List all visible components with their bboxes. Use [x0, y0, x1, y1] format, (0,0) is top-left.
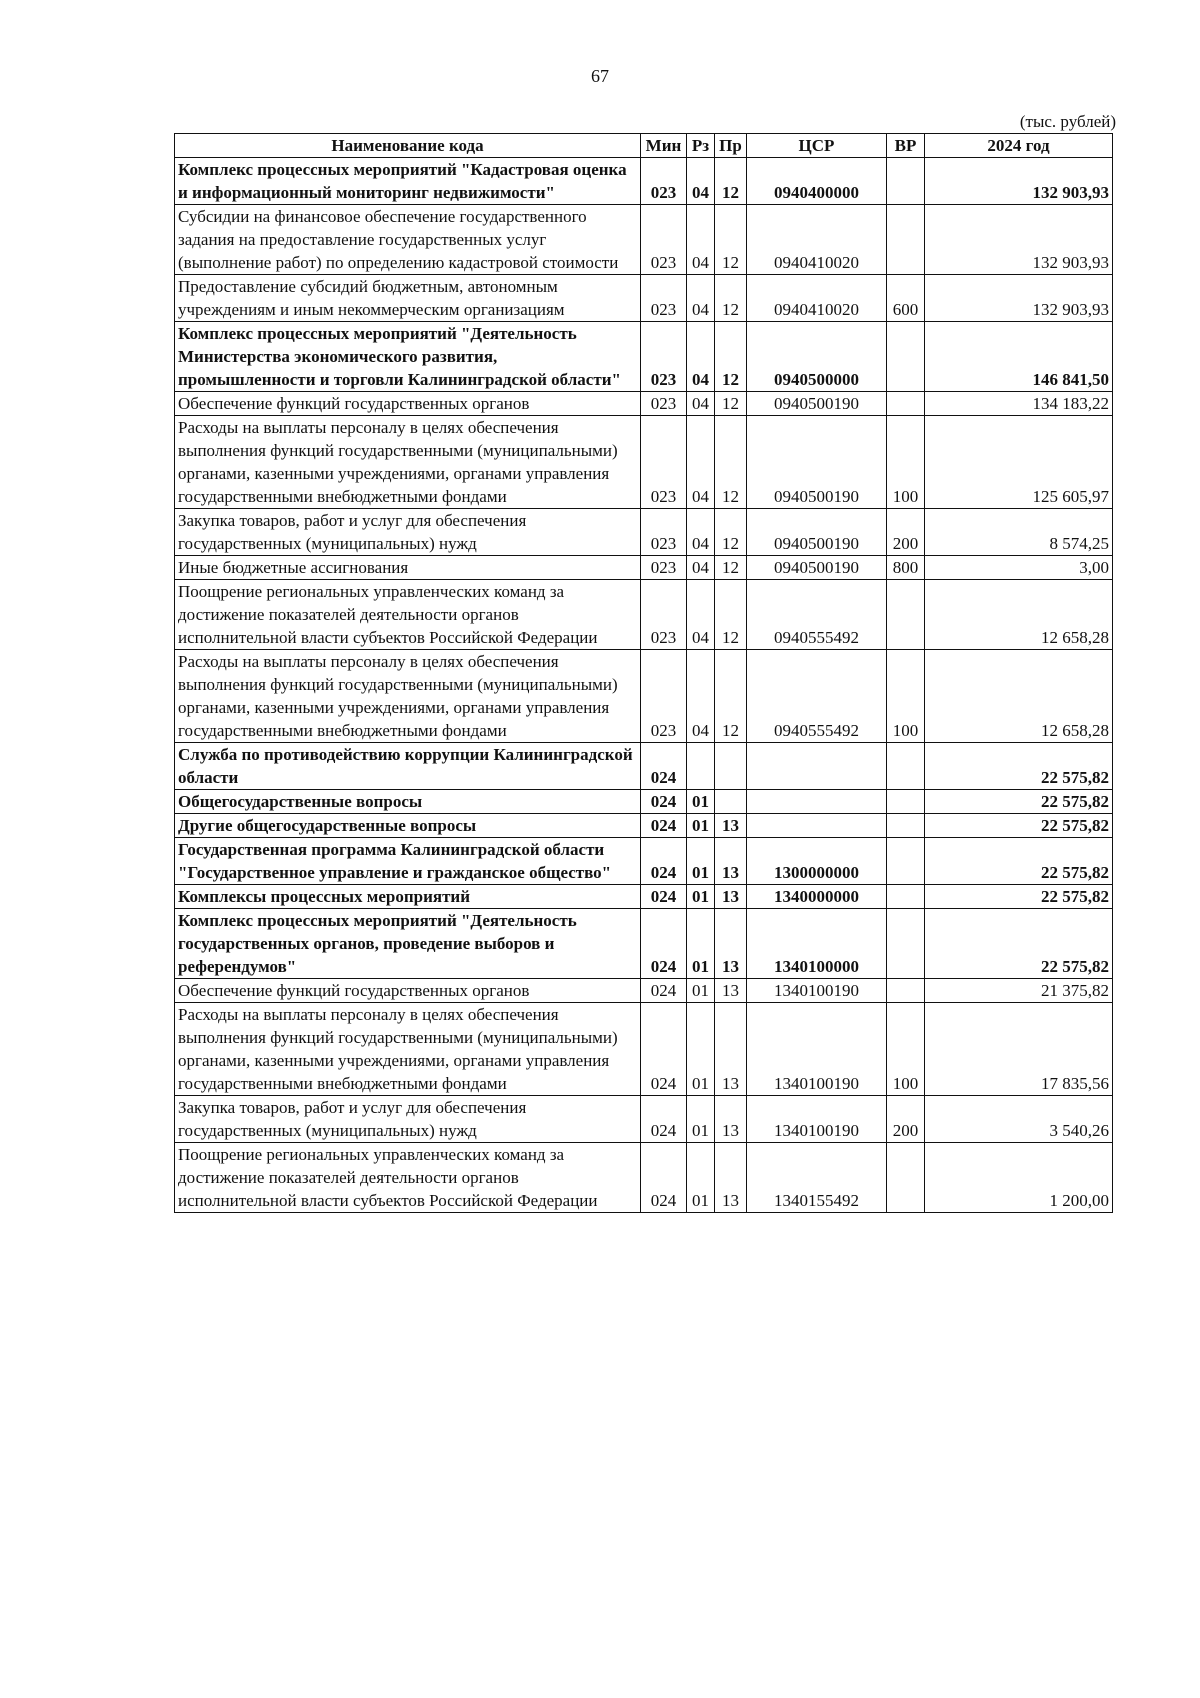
- cell-pr: 13: [715, 814, 747, 838]
- cell-rz: 01: [687, 838, 715, 885]
- units-label: (тыс. рублей): [1019, 112, 1116, 131]
- cell-csr: 1340000000: [747, 885, 887, 909]
- cell-pr: 13: [715, 838, 747, 885]
- cell-amount: 146 841,50: [925, 322, 1113, 392]
- cell-name: Обеспечение функций государственных органов: [175, 392, 641, 416]
- cell-amount: 22 575,82: [925, 909, 1113, 979]
- header-pr: Пр: [715, 134, 747, 158]
- cell-rz: 01: [687, 1143, 715, 1213]
- cell-min: 024: [641, 885, 687, 909]
- cell-amount: 12 658,28: [925, 650, 1113, 743]
- cell-name: Обеспечение функций государственных органов: [175, 979, 641, 1003]
- cell-name: Государственная программа Калининградской области "Государственное управление и гражданское общество": [175, 838, 641, 885]
- cell-rz: 01: [687, 909, 715, 979]
- table-header-row: [175, 134, 1113, 158]
- cell-min: 023: [641, 509, 687, 556]
- cell-pr: 12: [715, 556, 747, 580]
- cell-amount: 17 835,56: [925, 1003, 1113, 1096]
- cell-name: Комплекс процессных мероприятий "Кадастровая оценка и информационный мониторинг недвижимости": [175, 158, 641, 205]
- cell-pr: 12: [715, 158, 747, 205]
- cell-min: 023: [641, 205, 687, 275]
- cell-vr: [887, 743, 925, 790]
- cell-rz: 01: [687, 1096, 715, 1143]
- header-name: Наименование кода: [175, 134, 641, 158]
- cell-vr: 600: [887, 275, 925, 322]
- cell-pr: 12: [715, 392, 747, 416]
- table-row: [175, 556, 1113, 580]
- table-row: [175, 416, 1113, 509]
- cell-vr: 200: [887, 1096, 925, 1143]
- cell-rz: 04: [687, 205, 715, 275]
- cell-vr: [887, 885, 925, 909]
- table-row: [175, 275, 1113, 322]
- cell-csr: 1300000000: [747, 838, 887, 885]
- cell-amount: 12 658,28: [925, 580, 1113, 650]
- cell-min: 023: [641, 322, 687, 392]
- cell-pr: [715, 790, 747, 814]
- cell-name: Расходы на выплаты персоналу в целях обеспечения выполнения функций государственными (муниципальными) органами, казенными учреждениями, органами управления государственными внебюджетными фондами: [175, 1003, 641, 1096]
- cell-amount: 125 605,97: [925, 416, 1113, 509]
- cell-vr: [887, 790, 925, 814]
- cell-vr: 100: [887, 650, 925, 743]
- cell-csr: [747, 814, 887, 838]
- cell-rz: [687, 743, 715, 790]
- cell-name: Комплекс процессных мероприятий "Деятельность государственных органов, проведение выборов и референдумов": [175, 909, 641, 979]
- cell-min: 023: [641, 275, 687, 322]
- table-row: [175, 1143, 1113, 1213]
- cell-pr: 12: [715, 509, 747, 556]
- cell-min: 023: [641, 556, 687, 580]
- table-row: [175, 979, 1113, 1003]
- cell-amount: 1 200,00: [925, 1143, 1113, 1213]
- cell-min: 024: [641, 814, 687, 838]
- cell-csr: 1340100190: [747, 1003, 887, 1096]
- cell-rz: 04: [687, 509, 715, 556]
- header-year: 2024 год: [925, 134, 1113, 158]
- cell-rz: 01: [687, 814, 715, 838]
- cell-amount: 8 574,25: [925, 509, 1113, 556]
- header-min: Мин: [641, 134, 687, 158]
- table-row: [175, 790, 1113, 814]
- cell-amount: 22 575,82: [925, 790, 1113, 814]
- cell-vr: [887, 580, 925, 650]
- cell-pr: 12: [715, 205, 747, 275]
- table-row: [175, 1003, 1113, 1096]
- cell-min: 024: [641, 1143, 687, 1213]
- cell-vr: [887, 392, 925, 416]
- cell-amount: 132 903,93: [925, 275, 1113, 322]
- cell-rz: 01: [687, 979, 715, 1003]
- cell-amount: 22 575,82: [925, 838, 1113, 885]
- cell-name: Общегосударственные вопросы: [175, 790, 641, 814]
- header-csr: ЦСР: [747, 134, 887, 158]
- cell-rz: 01: [687, 885, 715, 909]
- cell-min: 023: [641, 650, 687, 743]
- cell-pr: 13: [715, 1003, 747, 1096]
- cell-csr: 0940555492: [747, 650, 887, 743]
- cell-name: Иные бюджетные ассигнования: [175, 556, 641, 580]
- cell-name: Расходы на выплаты персоналу в целях обеспечения выполнения функций государственными (муниципальными) органами, казенными учреждениями, органами управления государственными внебюджетными фондами: [175, 416, 641, 509]
- budget-table: [174, 133, 1113, 1213]
- cell-min: 023: [641, 392, 687, 416]
- cell-name: Расходы на выплаты персоналу в целях обеспечения выполнения функций государственными (муниципальными) органами, казенными учреждениями, органами управления государственными внебюджетными фондами: [175, 650, 641, 743]
- table-row: [175, 909, 1113, 979]
- cell-min: 023: [641, 158, 687, 205]
- page-number: 67: [591, 66, 609, 86]
- cell-pr: 12: [715, 416, 747, 509]
- cell-vr: 100: [887, 1003, 925, 1096]
- cell-pr: 13: [715, 909, 747, 979]
- cell-csr: 1340100000: [747, 909, 887, 979]
- cell-name: Закупка товаров, работ и услуг для обеспечения государственных (муниципальных) нужд: [175, 1096, 641, 1143]
- cell-csr: 0940500190: [747, 509, 887, 556]
- cell-min: 024: [641, 979, 687, 1003]
- cell-amount: 21 375,82: [925, 979, 1113, 1003]
- cell-csr: 0940500190: [747, 556, 887, 580]
- cell-amount: 3 540,26: [925, 1096, 1113, 1143]
- cell-name: Другие общегосударственные вопросы: [175, 814, 641, 838]
- cell-amount: 3,00: [925, 556, 1113, 580]
- cell-amount: 132 903,93: [925, 158, 1113, 205]
- cell-amount: 22 575,82: [925, 743, 1113, 790]
- cell-rz: 04: [687, 392, 715, 416]
- cell-name: Поощрение региональных управленческих команд за достижение показателей деятельности органов исполнительной власти субъектов Российской Федерации: [175, 1143, 641, 1213]
- cell-csr: 1340155492: [747, 1143, 887, 1213]
- cell-min: 024: [641, 1096, 687, 1143]
- cell-vr: [887, 322, 925, 392]
- cell-min: 024: [641, 1003, 687, 1096]
- cell-vr: [887, 909, 925, 979]
- cell-name: Предоставление субсидий бюджетным, автономным учреждениям и иным некоммерческим организациям: [175, 275, 641, 322]
- cell-amount: 132 903,93: [925, 205, 1113, 275]
- header-vr: ВР: [887, 134, 925, 158]
- table-row: [175, 392, 1113, 416]
- cell-vr: 800: [887, 556, 925, 580]
- cell-name: Поощрение региональных управленческих команд за достижение показателей деятельности органов исполнительной власти субъектов Российской Федерации: [175, 580, 641, 650]
- cell-csr: 0940500190: [747, 392, 887, 416]
- cell-vr: [887, 158, 925, 205]
- cell-amount: 22 575,82: [925, 814, 1113, 838]
- table-row: [175, 814, 1113, 838]
- cell-min: 024: [641, 838, 687, 885]
- cell-rz: 04: [687, 650, 715, 743]
- cell-pr: 13: [715, 1096, 747, 1143]
- cell-pr: 12: [715, 650, 747, 743]
- cell-name: Комплексы процессных мероприятий: [175, 885, 641, 909]
- cell-min: 023: [641, 416, 687, 509]
- table-row: [175, 838, 1113, 885]
- cell-vr: [887, 979, 925, 1003]
- cell-min: 024: [641, 743, 687, 790]
- cell-rz: 01: [687, 1003, 715, 1096]
- table-row: [175, 158, 1113, 205]
- cell-csr: [747, 790, 887, 814]
- cell-csr: 0940410020: [747, 205, 887, 275]
- cell-pr: 13: [715, 979, 747, 1003]
- cell-pr: [715, 743, 747, 790]
- cell-rz: 04: [687, 322, 715, 392]
- cell-pr: 12: [715, 580, 747, 650]
- cell-min: 024: [641, 790, 687, 814]
- cell-csr: 0940500190: [747, 416, 887, 509]
- cell-amount: 134 183,22: [925, 392, 1113, 416]
- table-row: [175, 650, 1113, 743]
- cell-rz: 04: [687, 580, 715, 650]
- cell-vr: [887, 1143, 925, 1213]
- table-row: [175, 509, 1113, 556]
- table-row: [175, 885, 1113, 909]
- cell-name: Служба по противодействию коррупции Калининградской области: [175, 743, 641, 790]
- cell-csr: 1340100190: [747, 979, 887, 1003]
- cell-rz: 04: [687, 416, 715, 509]
- cell-amount: 22 575,82: [925, 885, 1113, 909]
- cell-min: 024: [641, 909, 687, 979]
- cell-csr: [747, 743, 887, 790]
- cell-rz: 04: [687, 556, 715, 580]
- cell-rz: 04: [687, 275, 715, 322]
- cell-pr: 12: [715, 275, 747, 322]
- table-row: [175, 1096, 1113, 1143]
- cell-name: Субсидии на финансовое обеспечение государственного задания на предоставление государственных услуг (выполнение работ) по определению кадастровой стоимости: [175, 205, 641, 275]
- cell-csr: 0940555492: [747, 580, 887, 650]
- cell-pr: 13: [715, 885, 747, 909]
- table-row: [175, 322, 1113, 392]
- cell-min: 023: [641, 580, 687, 650]
- cell-csr: 0940500000: [747, 322, 887, 392]
- header-rz: Рз: [687, 134, 715, 158]
- cell-vr: 200: [887, 509, 925, 556]
- cell-vr: [887, 205, 925, 275]
- cell-pr: 12: [715, 322, 747, 392]
- cell-vr: [887, 814, 925, 838]
- table-row: [175, 580, 1113, 650]
- cell-vr: [887, 838, 925, 885]
- cell-csr: 1340100190: [747, 1096, 887, 1143]
- cell-name: Закупка товаров, работ и услуг для обеспечения государственных (муниципальных) нужд: [175, 509, 641, 556]
- cell-csr: 0940400000: [747, 158, 887, 205]
- table-row: [175, 743, 1113, 790]
- cell-csr: 0940410020: [747, 275, 887, 322]
- table-row: [175, 205, 1113, 275]
- cell-rz: 04: [687, 158, 715, 205]
- cell-vr: 100: [887, 416, 925, 509]
- cell-name: Комплекс процессных мероприятий "Деятельность Министерства экономического развития, промышленности и торговли Калининградской области": [175, 322, 641, 392]
- cell-rz: 01: [687, 790, 715, 814]
- cell-pr: 13: [715, 1143, 747, 1213]
